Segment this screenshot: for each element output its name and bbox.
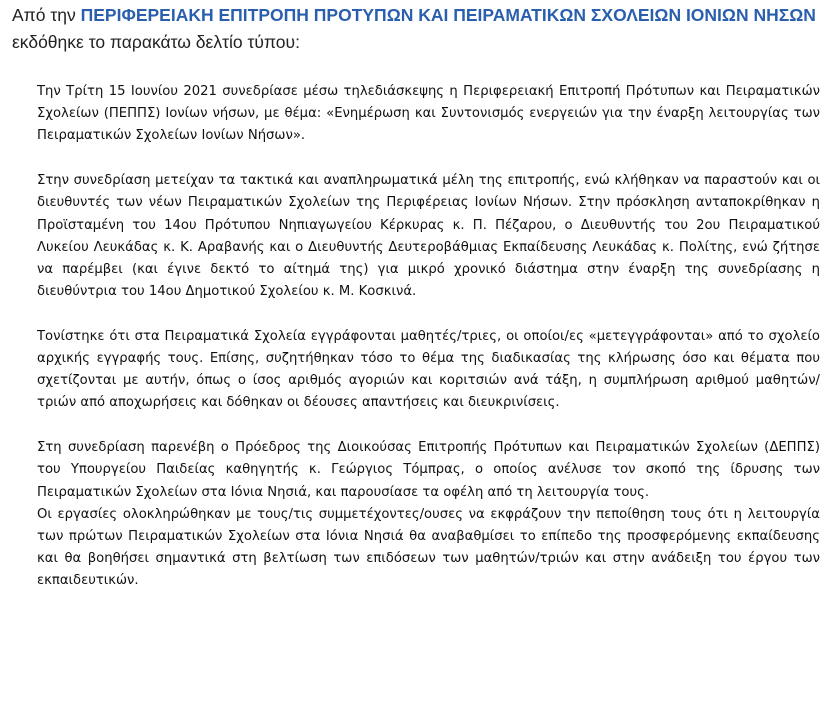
paragraph-enrollment: Τονίστηκε ότι στα Πειραματικά Σχολεία εγγράφονται μαθητές/τριες, οι οποίοι/ες «μετεγγράφονται» από το σχολείο αρχικής εγγραφής τους. Επίσης, συζητήθηκαν τόσο το θέμα της διαδικασίας της κλήρωσης όσο και θέματα που σχετίζονται με αυτήν, όπως ο ίσος αριθμός αγοριών και κοριτσιών ανά τάξη, η συμπλήρωση αριθμού μαθητών/τριών από αποχωρήσεις και δόθηκαν οι δέουσες απαντήσεις και διευκρινίσεις.	[37, 328, 820, 411]
paragraph-meeting: Την Τρίτη 15 Ιουνίου 2021 συνεδρίασε μέσω τηλεδιάσκεψης η Περιφερειακή Επιτροπή Πρότυπων και Πειραματικών Σχολείων (ΠΕΠΠΣ) Ιονίων νήσων, με θέμα: «Ενημέρωση και Συντονισμός ενεργειών για την έναρξη λειτουργίας των Πειραματικών Σχολείων Ιονίων Νήσων».	[37, 84, 820, 144]
article-header	[12, 2, 832, 56]
header-suffix: εκδόθηκε το παρακάτω δελτίο τύπου:	[12, 32, 300, 52]
press-release-body	[37, 81, 820, 593]
organization-link[interactable]: ΠΕΡΙΦΕΡΕΙΑΚΗ ΕΠΙΤΡΟΠΗ ΠΡΟΤΥΠΩΝ ΚΑΙ ΠΕΙΡΑΜΑΤΙΚΩΝ ΣΧΟΛΕΙΩΝ ΙΟΝΙΩΝ ΝΗΣΩΝ	[80, 5, 816, 25]
paragraph-attendees: Στην συνεδρίαση μετείχαν τα τακτικά και αναπληρωματικά μέλη της επιτροπής, ενώ κλήθηκαν να παραστούν και οι διευθυντές των νέων Πειραματικών Σχολείων της Περιφέρειας Ιονίων Νήσων. Στην πρόσκληση ανταποκρίθηκαν η Προϊσταμένη του 14ου Πρότυπου Νηπιαγωγείου Κέρκυρας κ. Π. Πέζαρου, ο Διευθυντής του 2ου Πειραματικού Λυκείου Λευκάδας κ. Κ. Αραβανής και ο Διευθυντής Δευτεροβάθμιας Εκπαίδευσης Λευκάδας κ. Πολίτης, ενώ ζήτησε να παρέμβει (και έγινε δεκτό το αίτημά της) για μικρό χρονικό διάστημα στην έναρξη της συνεδρίασης η διευθύντρια του 14ου Δημοτικού Σχολείου κ. Μ. Κοσκινά.	[37, 173, 820, 300]
header-prefix: Από την	[12, 5, 76, 25]
paragraph-president: Στη συνεδρίαση παρενέβη ο Πρόεδρος της Διοικούσας Επιτροπής Πρότυπων και Πειραματικών Σχολείων (ΔΕΠΠΣ) του Υπουργείου Παιδείας καθηγητής κ. Γεώργιος Τόμπρας, ο οποίος ανέλυσε τον σκοπό της ίδρυσης των Πειραματικών Σχολείων στα Ιόνια Νησιά, και παρουσίασε τα οφέλη από τη λειτουργία τους.	[37, 440, 820, 500]
paragraph-conclusion: Οι εργασίες ολοκληρώθηκαν με τους/τις συμμετέχοντες/ουσες να εκφράζουν την πεποίθηση τους ότι η λειτουργία των πρώτων Πειραματικών Σχολείων στα Ιόνια Νησιά θα αναβαθμίσει το επίπεδο της προσφερόμενης εκπαίδευσης και θα βοηθήσει σημαντικά στη βελτίωση των επιδόσεων των μαθητών/τριών και στην ανάδειξη του έργου των εκπαιδευτικών.	[37, 506, 820, 589]
